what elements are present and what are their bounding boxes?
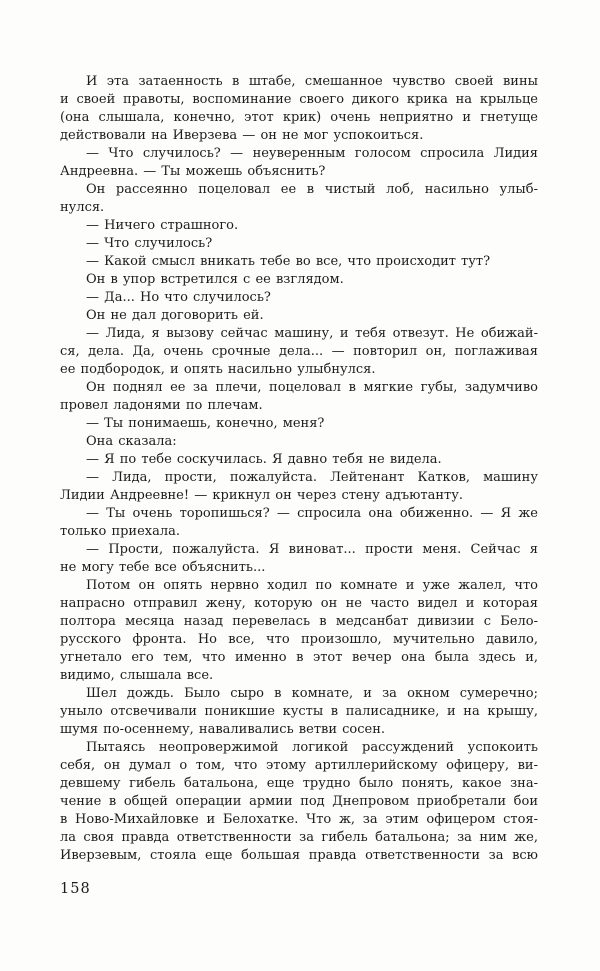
paragraph <box>60 181 538 217</box>
text-line: Он рассеянно поцеловал ее в чистый лоб, насильно улыб- <box>86 182 538 197</box>
text-line: — Что случилось? — неуверенным голосом спросила Лидия <box>86 146 538 161</box>
paragraph <box>60 307 538 325</box>
text-block <box>60 73 538 865</box>
page-number: 158 <box>60 881 91 897</box>
text-line: только приехала. <box>60 524 181 539</box>
text-line: действовали на Иверзева — он не мог успокоиться. <box>60 128 424 143</box>
text-line: полтора месяца назад перевелась в медсанбат дивизии с Бело- <box>60 614 538 629</box>
text-line: — Ничего страшного. <box>86 218 239 233</box>
paragraph <box>60 379 538 415</box>
paragraph <box>60 505 538 541</box>
text-line: нулся. <box>60 200 105 215</box>
text-line: Потом он опять нервно ходил по комнате и уже жалел, что <box>86 578 538 593</box>
text-line: девшему гибель батальона, еще трудно было понять, какое зна- <box>60 776 538 791</box>
paragraph <box>60 433 538 451</box>
paragraph <box>60 289 538 307</box>
paragraph <box>60 415 538 433</box>
text-line: Андреевна. — Ты можешь объяснить? <box>60 164 326 179</box>
text-line: в Ново-Михайловке и Белохатке. Что ж, за этим офицером стоя- <box>60 812 538 827</box>
text-line: ла своя правда ответственности за гибель батальона; за ним же, <box>60 830 538 845</box>
text-line: — Да... Но что случилось? <box>86 290 271 305</box>
text-line: себя, он думал о том, что этому артиллерийскому офицеру, ви- <box>60 758 538 773</box>
text-line: Шел дождь. Было сыро в комнате, и за окном сумеречно; <box>86 686 538 701</box>
paragraph <box>60 739 538 865</box>
text-line: — Я по тебе соскучилась. Я давно тебя не видела. <box>86 452 442 467</box>
paragraph <box>60 145 538 181</box>
paragraph <box>60 235 538 253</box>
text-line: — Ты очень торопишься? — спросила она обиженно. — Я же <box>86 506 538 521</box>
text-line: Пытаясь неопровержимой логикой рассуждений успокоить <box>86 740 538 755</box>
text-line: — Лида, прости, пожалуйста. Лейтенант Катков, машину <box>86 470 538 485</box>
paragraph <box>60 469 538 505</box>
text-line: Он в упор встретился с ее взглядом. <box>86 272 344 287</box>
paragraph <box>60 271 538 289</box>
text-line: Она сказала: <box>86 434 177 449</box>
text-line: Он не дал договорить ей. <box>86 308 264 323</box>
text-line: видимо, слышала все. <box>60 668 214 683</box>
text-line: — Какой смысл вникать тебе во все, что происходит тут? <box>86 254 491 269</box>
text-line: русского фронта. Но все, что произошло, мучительно давило, <box>60 632 538 647</box>
text-line: — Что случилось? <box>86 236 213 251</box>
text-line: и своей правоты, воспоминание своего дикого крика на крыльце <box>60 92 538 107</box>
text-line: Иверзевым, стояла еще большая правда ответственности за всю <box>60 848 538 863</box>
paragraph <box>60 685 538 739</box>
text-line: — Прости, пожалуйста. Я виноват... прости меня. Сейчас я <box>86 542 538 557</box>
paragraph <box>60 253 538 271</box>
text-line: — Ты понимаешь, конечно, меня? <box>86 416 325 431</box>
text-line: напрасно отправил жену, которую он не часто видел и которая <box>60 596 538 611</box>
text-line: И эта затаенность в штабе, смешанное чувство своей вины <box>86 74 538 89</box>
text-line: уныло отсвечивали поникшие кусты в палисаднике, и на крышу, <box>60 704 538 719</box>
text-line: угнетало его тем, что именно в этот вечер она была здесь и, <box>60 650 538 665</box>
paragraph <box>60 451 538 469</box>
paragraph <box>60 541 538 577</box>
text-line: шумя по-осеннему, наваливались ветви сосен. <box>60 722 386 737</box>
paragraph <box>60 577 538 685</box>
text-line: не могу тебе все объяснить... <box>60 560 266 575</box>
text-line: ее подбородок, и опять насильно улыбнулся. <box>60 362 376 377</box>
text-line: ся, дела. Да, очень срочные дела... — повторил он, поглаживая <box>60 344 538 359</box>
paragraph <box>60 217 538 235</box>
text-line: чение в общей операции армии под Днепровом приобретали бои <box>60 794 538 809</box>
text-line: Лидии Андреевне! — крикнул он через стену адъютанту. <box>60 488 463 503</box>
text-line: — Лида, я вызову сейчас машину, и тебя отвезут. Не обижай- <box>86 326 538 341</box>
paragraph <box>60 73 538 145</box>
text-line: (она слышала, конечно, этот крик) очень неприятно и гнетуще <box>60 110 538 125</box>
text-line: Он поднял ее за плечи, поцеловал в мягкие губы, задумчиво <box>86 380 538 395</box>
paragraph <box>60 325 538 379</box>
text-line: провел ладонями по плечам. <box>60 398 263 413</box>
